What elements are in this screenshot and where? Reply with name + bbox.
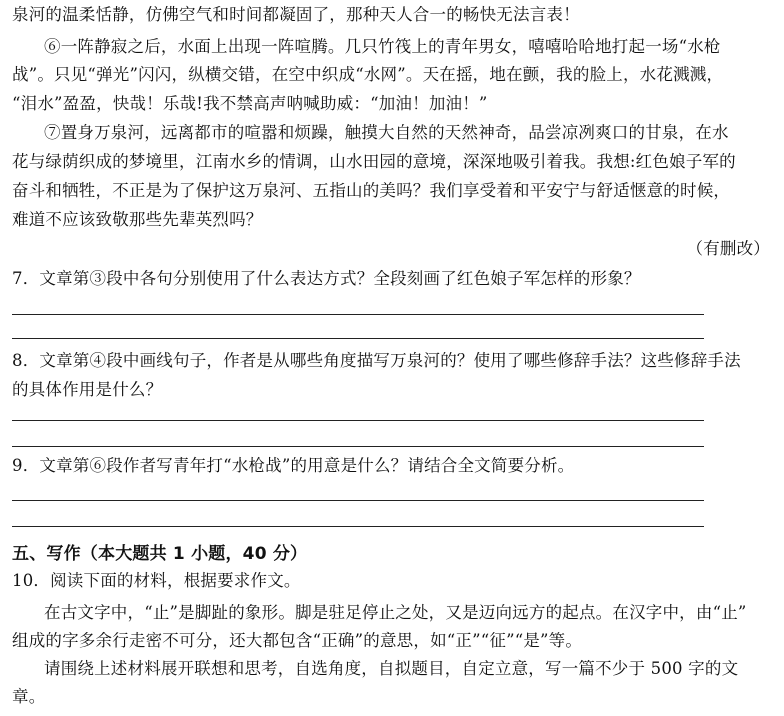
passage-line: 泉河的温柔恬静，仿佛空气和时间都凝固了，那种天人合一的畅快无法言表！ [12,5,580,24]
answer-line[interactable] [12,526,704,527]
requirement-line: 章。 [12,687,46,706]
answer-line[interactable] [12,338,704,339]
question-7: 7．文章第③段中各句分别使用了什么表达方式？全段刻画了红色娘子军怎样的形象？ [12,269,641,288]
passage-line: “泪水”盈盈，快哉！乐哉!我不禁高声呐喊助威：“加油！加油！” [12,94,488,113]
passage-line: 奋斗和牺牲，不正是为了保护这万泉河、五指山的美吗？我们享受着和平安宁与舒适惬意的时候， [12,181,731,200]
passage-line: 难道不应该致敬那些先辈英烈吗？ [12,210,263,229]
requirement-line: 请围绕上述材料展开联想和思考，自选角度，自拟题目，自定立意，写一篇不少于 500 字的文 [44,659,739,678]
question-8-cont: 的具体作用是什么？ [12,380,163,399]
passage-line: ⑥一阵静寂之后，水面上出现一阵喧腾。几只竹筏上的青年男女，嘻嘻哈哈地打起一场“水枪 [44,37,721,56]
passage-line: 花与绿荫织成的梦境里，江南水乡的情调，山水田园的意境，深深地吸引着我。我想:红色娘子军的 [12,152,736,171]
question-10: 10．阅读下面的材料，根据要求作文。 [12,571,301,590]
answer-line[interactable] [12,314,704,315]
answer-line[interactable] [12,420,704,421]
passage-line: ⑦置身万泉河，远离都市的喧嚣和烦躁，触摸大自然的天然神奇，品尝凉冽爽口的甘泉，在水 [44,123,729,142]
question-8: 8．文章第④段中画线句子，作者是从哪些角度描写万泉河的？使用了哪些修辞手法？这些修辞手法 [12,351,741,370]
question-9: 9．文章第⑥段作者写青年打“水枪战”的用意是什么？请结合全文简要分析。 [12,456,575,475]
section-heading: 五、写作（本大题共 1 小题，40 分） [12,544,308,564]
material-line: 在古文字中，“止”是脚趾的象形。脚是驻足停止之处，又是迈向远方的起点。在汉字中，由“止” [44,603,747,622]
answer-line[interactable] [12,446,704,447]
source-note: （有删改） [686,239,770,258]
answer-line[interactable] [12,500,704,501]
passage-line: 战”。只见“弹光”闪闪，纵横交错，在空中织成“水网”。天在摇，地在颤，我的脸上，水花溅溅， [12,65,724,84]
material-line: 组成的字多余行走密不可分，还大都包含“正确”的意思，如“正”“征”“是”等。 [12,631,583,650]
